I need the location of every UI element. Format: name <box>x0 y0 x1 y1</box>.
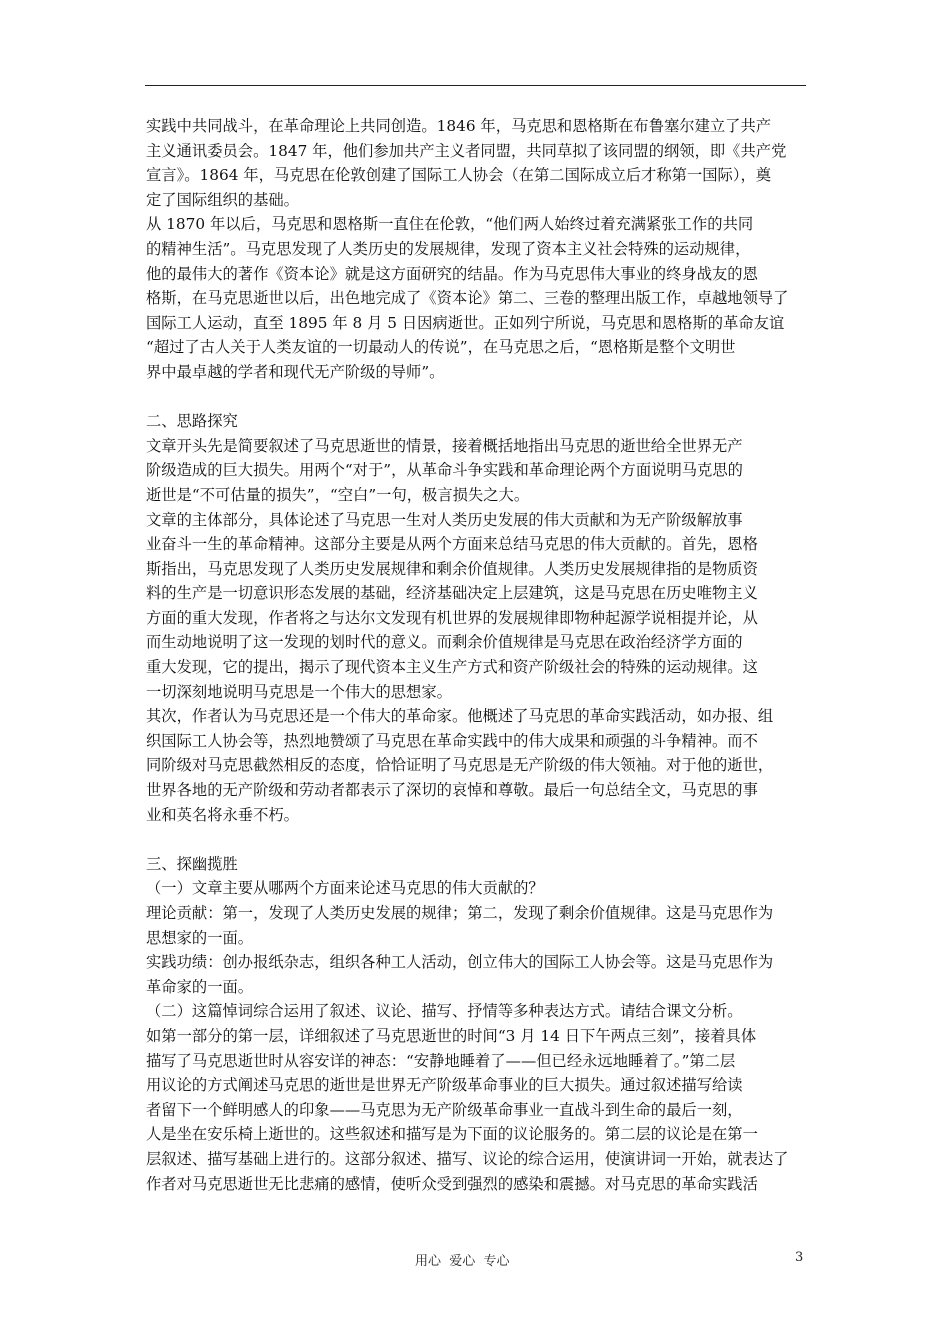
paragraph-line: 革命家的一面。 <box>146 977 254 996</box>
question-line: （二）这篇悼词综合运用了叙述、议论、描写、抒情等多种表达方式。请结合课文分析。 <box>146 1002 743 1021</box>
paragraph-line: 宣言》。1864 年，马克思在伦敦创建了国际工人协会（在第二国际成立后才称第一国际），奠 <box>146 166 772 185</box>
paragraph-line: 理论贡献：第一，发现了人类历史发展的规律；第二，发现了剩余价值规律。这是马克思作为 <box>146 904 774 922</box>
paragraph-line: 从 1870 年以后，马克思和恩格斯一直住在伦敦，“他们两人始终过着充满紧张工作的共同 <box>146 215 754 234</box>
paragraph-line: 世界各地的无产阶级和劳动者都表示了深切的哀悼和尊敬。最后一句总结全文，马克思的事 <box>146 781 758 800</box>
document-body <box>146 114 816 1196</box>
paragraph-line: 格斯，在马克思逝世以后，出色地完成了《资本论》第二、三卷的整理出版工作，卓越地领导了 <box>146 289 789 308</box>
paragraph-line: 逝世是“不可估量的损失”，“空白”一句，极言损失之大。 <box>146 485 530 504</box>
paragraph-line: 如第一部分的第一层，详细叙述了马克思逝世的时间“3 月 14 日下午两点三刻”，接着具体 <box>146 1026 757 1045</box>
section-1 <box>146 114 816 385</box>
paragraph-line: 作者对马克思逝世无比悲痛的感情，使听众受到强烈的感染和震撼。对马克思的革命实践活 <box>146 1174 758 1193</box>
paragraph-line: 的精神生活”。马克思发现了人类历史的发展规律，发现了资本主义社会特殊的运动规律， <box>146 239 751 258</box>
paragraph-line: 织国际工人协会等，热烈地赞颂了马克思在革命实践中的伟大成果和顽强的斗争精神。而不 <box>146 731 758 750</box>
paragraph-line: 者留下一个鲜明感人的印象——马克思为无产阶级革命事业一直战斗到生命的最后一刻， <box>146 1100 743 1119</box>
paragraph-line: 他的最伟大的著作《资本论》就是这方面研究的结晶。作为马克思伟大事业的终身战友的恩 <box>146 264 758 283</box>
paragraph-line: 定了国际组织的基础。 <box>146 190 299 209</box>
paragraph-line: 思想家的一面。 <box>146 928 254 947</box>
section-heading: 三、探幽揽胜 <box>146 854 238 873</box>
paragraph-line: 实践功绩：创办报纸杂志，组织各种工人活动，创立伟大的国际工人协会等。这是马克思作为 <box>146 953 774 972</box>
page-number: 3 <box>795 1250 804 1265</box>
paragraph-line: 层叙述、描写基础上进行的。这部分叙述、描写、议论的综合运用，使演讲词一开始，就表达了 <box>146 1149 789 1168</box>
header-rule <box>145 85 806 86</box>
paragraph-line: 业和英名将永垂不朽。 <box>146 805 299 824</box>
spacer <box>146 827 816 852</box>
paragraph-line: 料的生产是一切意识形态发展的基础，经济基础决定上层建筑，这是马克思在历史唯物主义 <box>146 584 758 603</box>
paragraph-line: 阶级造成的巨大损失。用两个“对于”，从革命斗争实践和革命理论两个方面说明马克思的 <box>146 461 743 480</box>
paragraph-line: 其次，作者认为马克思还是一个伟大的革命家。他概述了马克思的革命实践活动，如办报、组 <box>146 707 774 726</box>
paragraph-line: 重大发现，它的提出，揭示了现代资本主义生产方式和资产阶级社会的特殊的运动规律。这 <box>146 658 758 677</box>
paragraph-line: 实践中共同战斗，在革命理论上共同创造。1846 年，马克思和恩格斯在布鲁塞尔建立了共产 <box>146 117 772 135</box>
section-3 <box>146 852 816 1196</box>
paragraph-line: 一切深刻地说明马克思是一个伟大的思想家。 <box>146 682 452 701</box>
section-2 <box>146 409 816 827</box>
section-heading: 二、思路探究 <box>146 412 238 431</box>
paragraph-line: 文章开头先是简要叙述了马克思逝世的情景，接着概括地指出马克思的逝世给全世界无产 <box>146 436 743 455</box>
paragraph-line: 同阶级对马克思截然相反的态度，恰恰证明了马克思是无产阶级的伟大领袖。对于他的逝世， <box>146 756 774 775</box>
paragraph-line: 斯指出，马克思发现了人类历史发展规律和剩余价值规律。人类历史发展规律指的是物质资 <box>146 559 758 578</box>
paragraph-line: 主义通讯委员会。1847 年，他们参加共产主义者同盟，共同草拟了该同盟的纲领，即《共产党 <box>146 141 787 160</box>
question-line: （一）文章主要从哪两个方面来论述马克思的伟大贡献的？ <box>146 879 544 898</box>
paragraph-line: 业奋斗一生的革命精神。这部分主要是从两个方面来总结马克思的伟大贡献的。首先，恩格 <box>146 535 758 554</box>
spacer <box>146 385 816 410</box>
footer-text: 用心 爱心 专心 <box>415 1254 510 1269</box>
paragraph-line: “超过了古人关于人类友谊的一切最动人的传说”，在马克思之后，“恩格斯是整个文明世 <box>146 338 736 357</box>
paragraph-line: 人是坐在安乐椅上逝世的。这些叙述和描写是为下面的议论服务的。第二层的议论是在第一 <box>146 1125 758 1144</box>
paragraph-line: 用议论的方式阐述马克思的逝世是世界无产阶级革命事业的巨大损失。通过叙述描写给读 <box>146 1076 743 1095</box>
paragraph-line: 界中最卓越的学者和现代无产阶级的导师”。 <box>146 362 445 381</box>
paragraph-line: 国际工人运动，直至 1895 年 8 月 5 日因病逝世。正如列宁所说，马克思和恩格斯的革命友谊 <box>146 313 785 332</box>
paragraph-line: 而生动地说明了这一发现的划时代的意义。而剩余价值规律是马克思在政治经济学方面的 <box>146 633 743 652</box>
paragraph-line: 方面的重大发现，作者将之与达尔文发现有机世界的发展规律即物种起源学说相提并论，从 <box>146 608 758 627</box>
paragraph-line: 描写了马克思逝世时从容安详的神态：“安静地睡着了——但已经永远地睡着了。”第二层 <box>146 1051 736 1070</box>
paragraph-line: 文章的主体部分，具体论述了马克思一生对人类历史发展的伟大贡献和为无产阶级解放事 <box>146 510 743 529</box>
